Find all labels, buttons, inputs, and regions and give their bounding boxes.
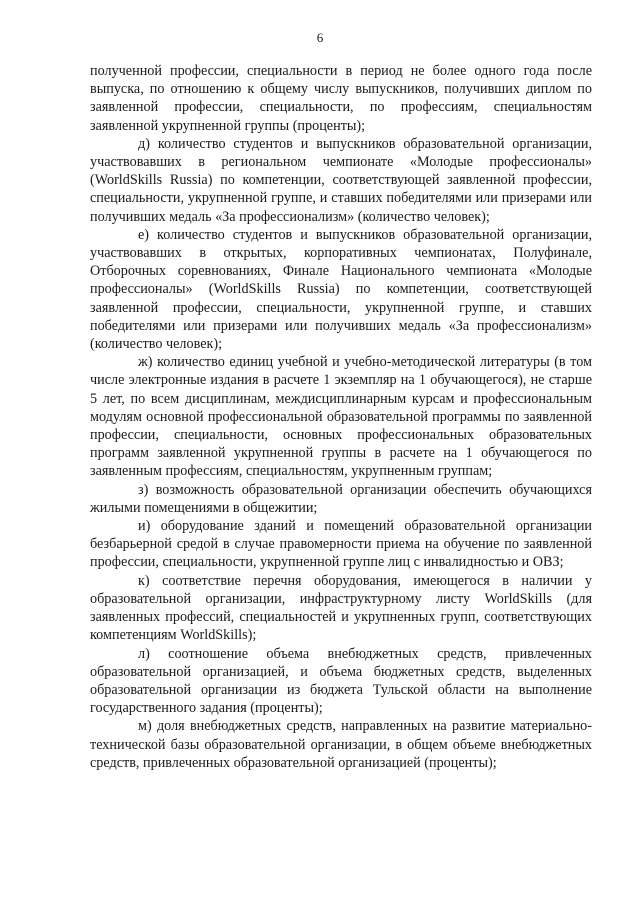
paragraph-item-l: л) соотношение объема внебюджетных средств, привлеченных образовательной организацией, и объема бюджетных средств, выделенных образовательной организации из бюджета Тульской области на выполнение государственного задания (проценты); — [90, 645, 592, 717]
paragraph-item-z: з) возможность образовательной организации обеспечить обучающихся жилыми помещениями в общежитии; — [90, 481, 592, 516]
paragraph-item-k: к) соответствие перечня оборудования, имеющегося в наличии у образовательной организации, инфраструктурному листу WorldSkills (для заявленных профессий, специальностей и укрупненных групп, соответствующих компетенциям WorldSkills); — [90, 572, 592, 644]
paragraph-item-i: и) оборудование зданий и помещений образовательной организации безбарьерной средой в случае правомерности приема на обучение по заявленной профессии, специальности, укрупненной группе лиц с инвалидностью и ОВЗ; — [90, 518, 592, 571]
paragraph-item-zh: ж) количество единиц учебной и учебно-методической литературы (в том числе электронные издания в расчете 1 экземпляр на 1 обучающегося), не старше 5 лет, по всем дисциплинам, междисциплинарным курсам и профессиональным модулям основной профессиональной образовательной программы по заявленной профессии, специальности, основных профессиональных образовательных программ заявленной укрупненной группы в расчете на 1 обучающегося по заявленным профессиям, специальностям, укрупненным группам; — [90, 354, 592, 480]
paragraph-item-d: д) количество студентов и выпускников образовательной организации, участвовавших в региональном чемпионате «Молодые профессионалы» (WorldSkills Russia) по компетенции, соответствующей заявленной профессии, специальности, укрупненной группе, и ставших победителями или призерами или получивших медаль «За профессионализм» (количество человек); — [90, 135, 592, 225]
paragraph-continuation: полученной профессии, специальности в период не более одного года после выпуска, по отношению к общему числу выпускников, получивших диплом по заявленной профессии, специальности, по профессиям, специальностям заявленной укрупненной группы (проценты); — [90, 63, 592, 134]
page-number: 6 — [316, 30, 324, 45]
paragraph-item-m: м) доля внебюджетных средств, направленных на развитие материально-технической базы образовательной организации, в общем объеме внебюджетных средств, привлеченных образовательной организацией (проценты); — [90, 718, 592, 771]
paragraph-item-e: е) количество студентов и выпускников образовательной организации, участвовавших в открытых, корпоративных чемпионатах, Полуфинале, Отборочных соревнованиях, Финале Национального чемпионата «Молодые профессионалы» (WorldSkills Russia) по компетенции, соответствующей заявленной профессии, специальности, укрупненной группе, и ставших победителями или призерами или получивших медаль «За профессионализм» (количество человек); — [90, 226, 592, 353]
document-body — [90, 62, 592, 772]
